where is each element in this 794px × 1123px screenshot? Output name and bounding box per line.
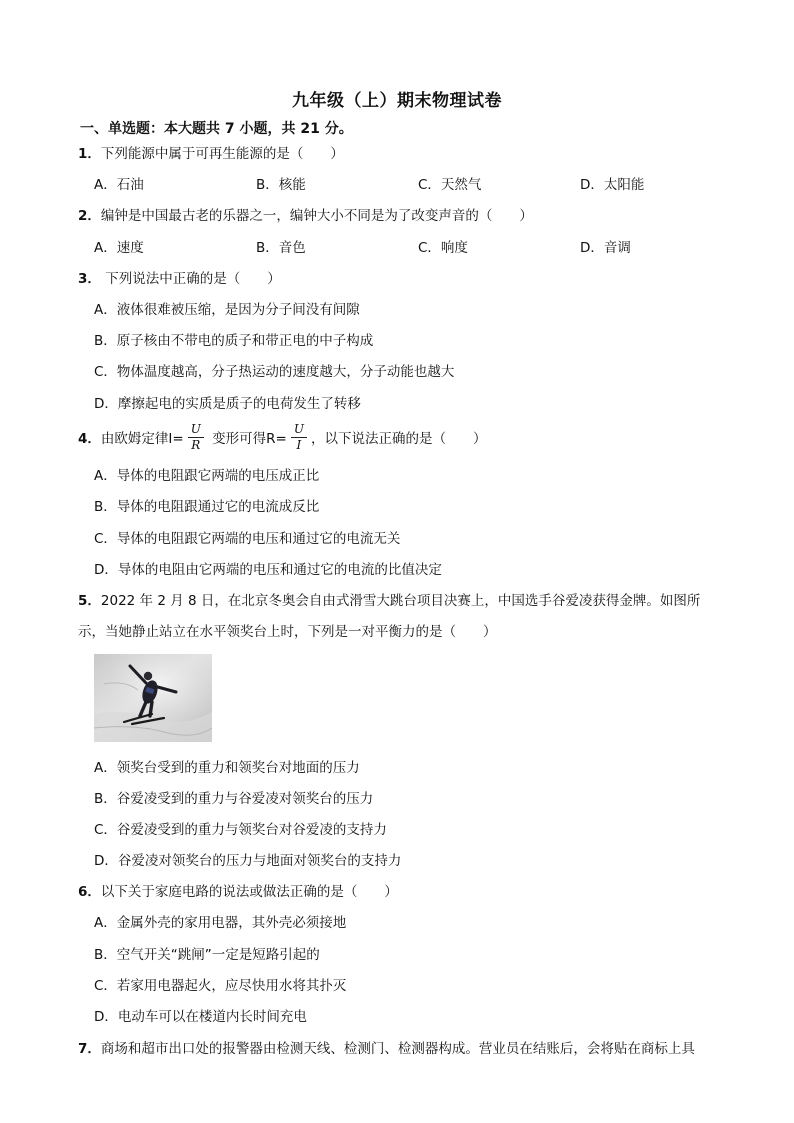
question-number: 6． [78, 884, 101, 900]
question-stem-part2: 变形可得R= [212, 431, 287, 447]
question-stem-part3: ，以下说法正确的是（ ） [310, 431, 487, 447]
exam-title: 九年级（上）期末物理试卷 [292, 91, 502, 111]
q4-option-c: C．导体的电阻跟它两端的电压和通过它的电流无关 [94, 531, 401, 547]
q3-option-d: D．摩擦起电的实质是质子的电荷发生了转移 [94, 396, 361, 412]
q5-option-c: C．谷爱凌受到的重力与领奖台对谷爱凌的支持力 [94, 822, 387, 838]
question-number: 1． [78, 146, 101, 162]
q5-option-d: D．谷爱凌对领奖台的压力与地面对领奖台的支持力 [94, 853, 402, 869]
fraction-denominator: I [296, 437, 302, 452]
q1-option-a: A．石油 [94, 177, 144, 193]
fraction-u-over-r [188, 422, 204, 453]
question-4 [78, 422, 486, 456]
question-5-line-2: 示，当她静止站立在水平领奖台上时，下列是一对平衡力的是（ ） [78, 624, 497, 640]
question-number: 4． [78, 431, 101, 447]
q6-option-b: B．空气开关“跳闸”一定是短路引起的 [94, 947, 320, 963]
fraction-denominator: R [191, 437, 201, 452]
question-stem: 以下关于家庭电路的说法或做法正确的是（ ） [100, 884, 398, 900]
fraction-u-over-i [291, 422, 307, 453]
q2-option-a: A．速度 [94, 240, 144, 256]
fraction-numerator: U [188, 422, 204, 438]
question-stem: 下列能源中属于可再生能源的是（ ） [100, 146, 344, 162]
q3-option-c: C．物体温度越高，分子热运动的速度越大，分子动能也越大 [94, 364, 455, 380]
section-heading: 一、单选题：本大题共 7 小题，共 21 分。 [80, 121, 353, 137]
question-number: 3． [78, 271, 101, 287]
question-stem: 下列说法中正确的是（ ） [100, 271, 281, 287]
question-2 [78, 206, 533, 226]
q6-option-c: C．若家用电器起火，应尽快用水将其扑灭 [94, 978, 347, 994]
question-number: 7． [78, 1041, 101, 1057]
question-3 [78, 269, 281, 289]
question-number: 5． [78, 593, 101, 609]
q6-option-a: A．金属外壳的家用电器，其外壳必须接地 [94, 915, 347, 931]
q1-option-c: C．天然气 [418, 177, 482, 193]
q2-option-b: B．音色 [256, 240, 306, 256]
q1-option-b: B．核能 [256, 177, 306, 193]
q4-option-b: B．导体的电阻跟通过它的电流成反比 [94, 499, 320, 515]
q5-option-a: A．领奖台受到的重力和领奖台对地面的压力 [94, 760, 360, 776]
q5-option-b: B．谷爱凌受到的重力与谷爱凌对领奖台的压力 [94, 791, 374, 807]
q3-option-a: A．液体很难被压缩，是因为分子间没有间隙 [94, 302, 360, 318]
q4-option-a: A．导体的电阻跟它两端的电压成正比 [94, 468, 320, 484]
question-stem: 商场和超市出口处的报警器由检测天线、检测门、检测器构成。营业员在结账后，会将贴在商标上具 [100, 1041, 695, 1057]
question-1 [78, 144, 344, 164]
q3-option-b: B．原子核由不带电的质子和带正电的中子构成 [94, 333, 374, 349]
q2-option-c: C．响度 [418, 240, 468, 256]
question-6 [78, 882, 398, 902]
question-7 [78, 1039, 695, 1059]
skier-photo [94, 654, 212, 742]
question-stem: 2022 年 2 月 8 日，在北京冬奥会自由式滑雪大跳台项目决赛上，中国选手谷爱凌获得金牌。如图所 [100, 593, 701, 609]
q1-option-d: D．太阳能 [580, 177, 645, 193]
q6-option-d: D．电动车可以在楼道内长时间充电 [94, 1009, 307, 1025]
q2-option-d: D．音调 [580, 240, 631, 256]
q4-option-d: D．导体的电阻由它两端的电压和通过它的电流的比值决定 [94, 562, 442, 578]
question-number: 2． [78, 208, 101, 224]
fraction-numerator: U [291, 422, 307, 438]
question-stem: 编钟是中国最古老的乐器之一，编钟大小不同是为了改变声音的（ ） [100, 208, 533, 224]
question-5-line-1 [78, 591, 700, 611]
question-stem-part1: 由欧姆定律I= [100, 431, 184, 447]
